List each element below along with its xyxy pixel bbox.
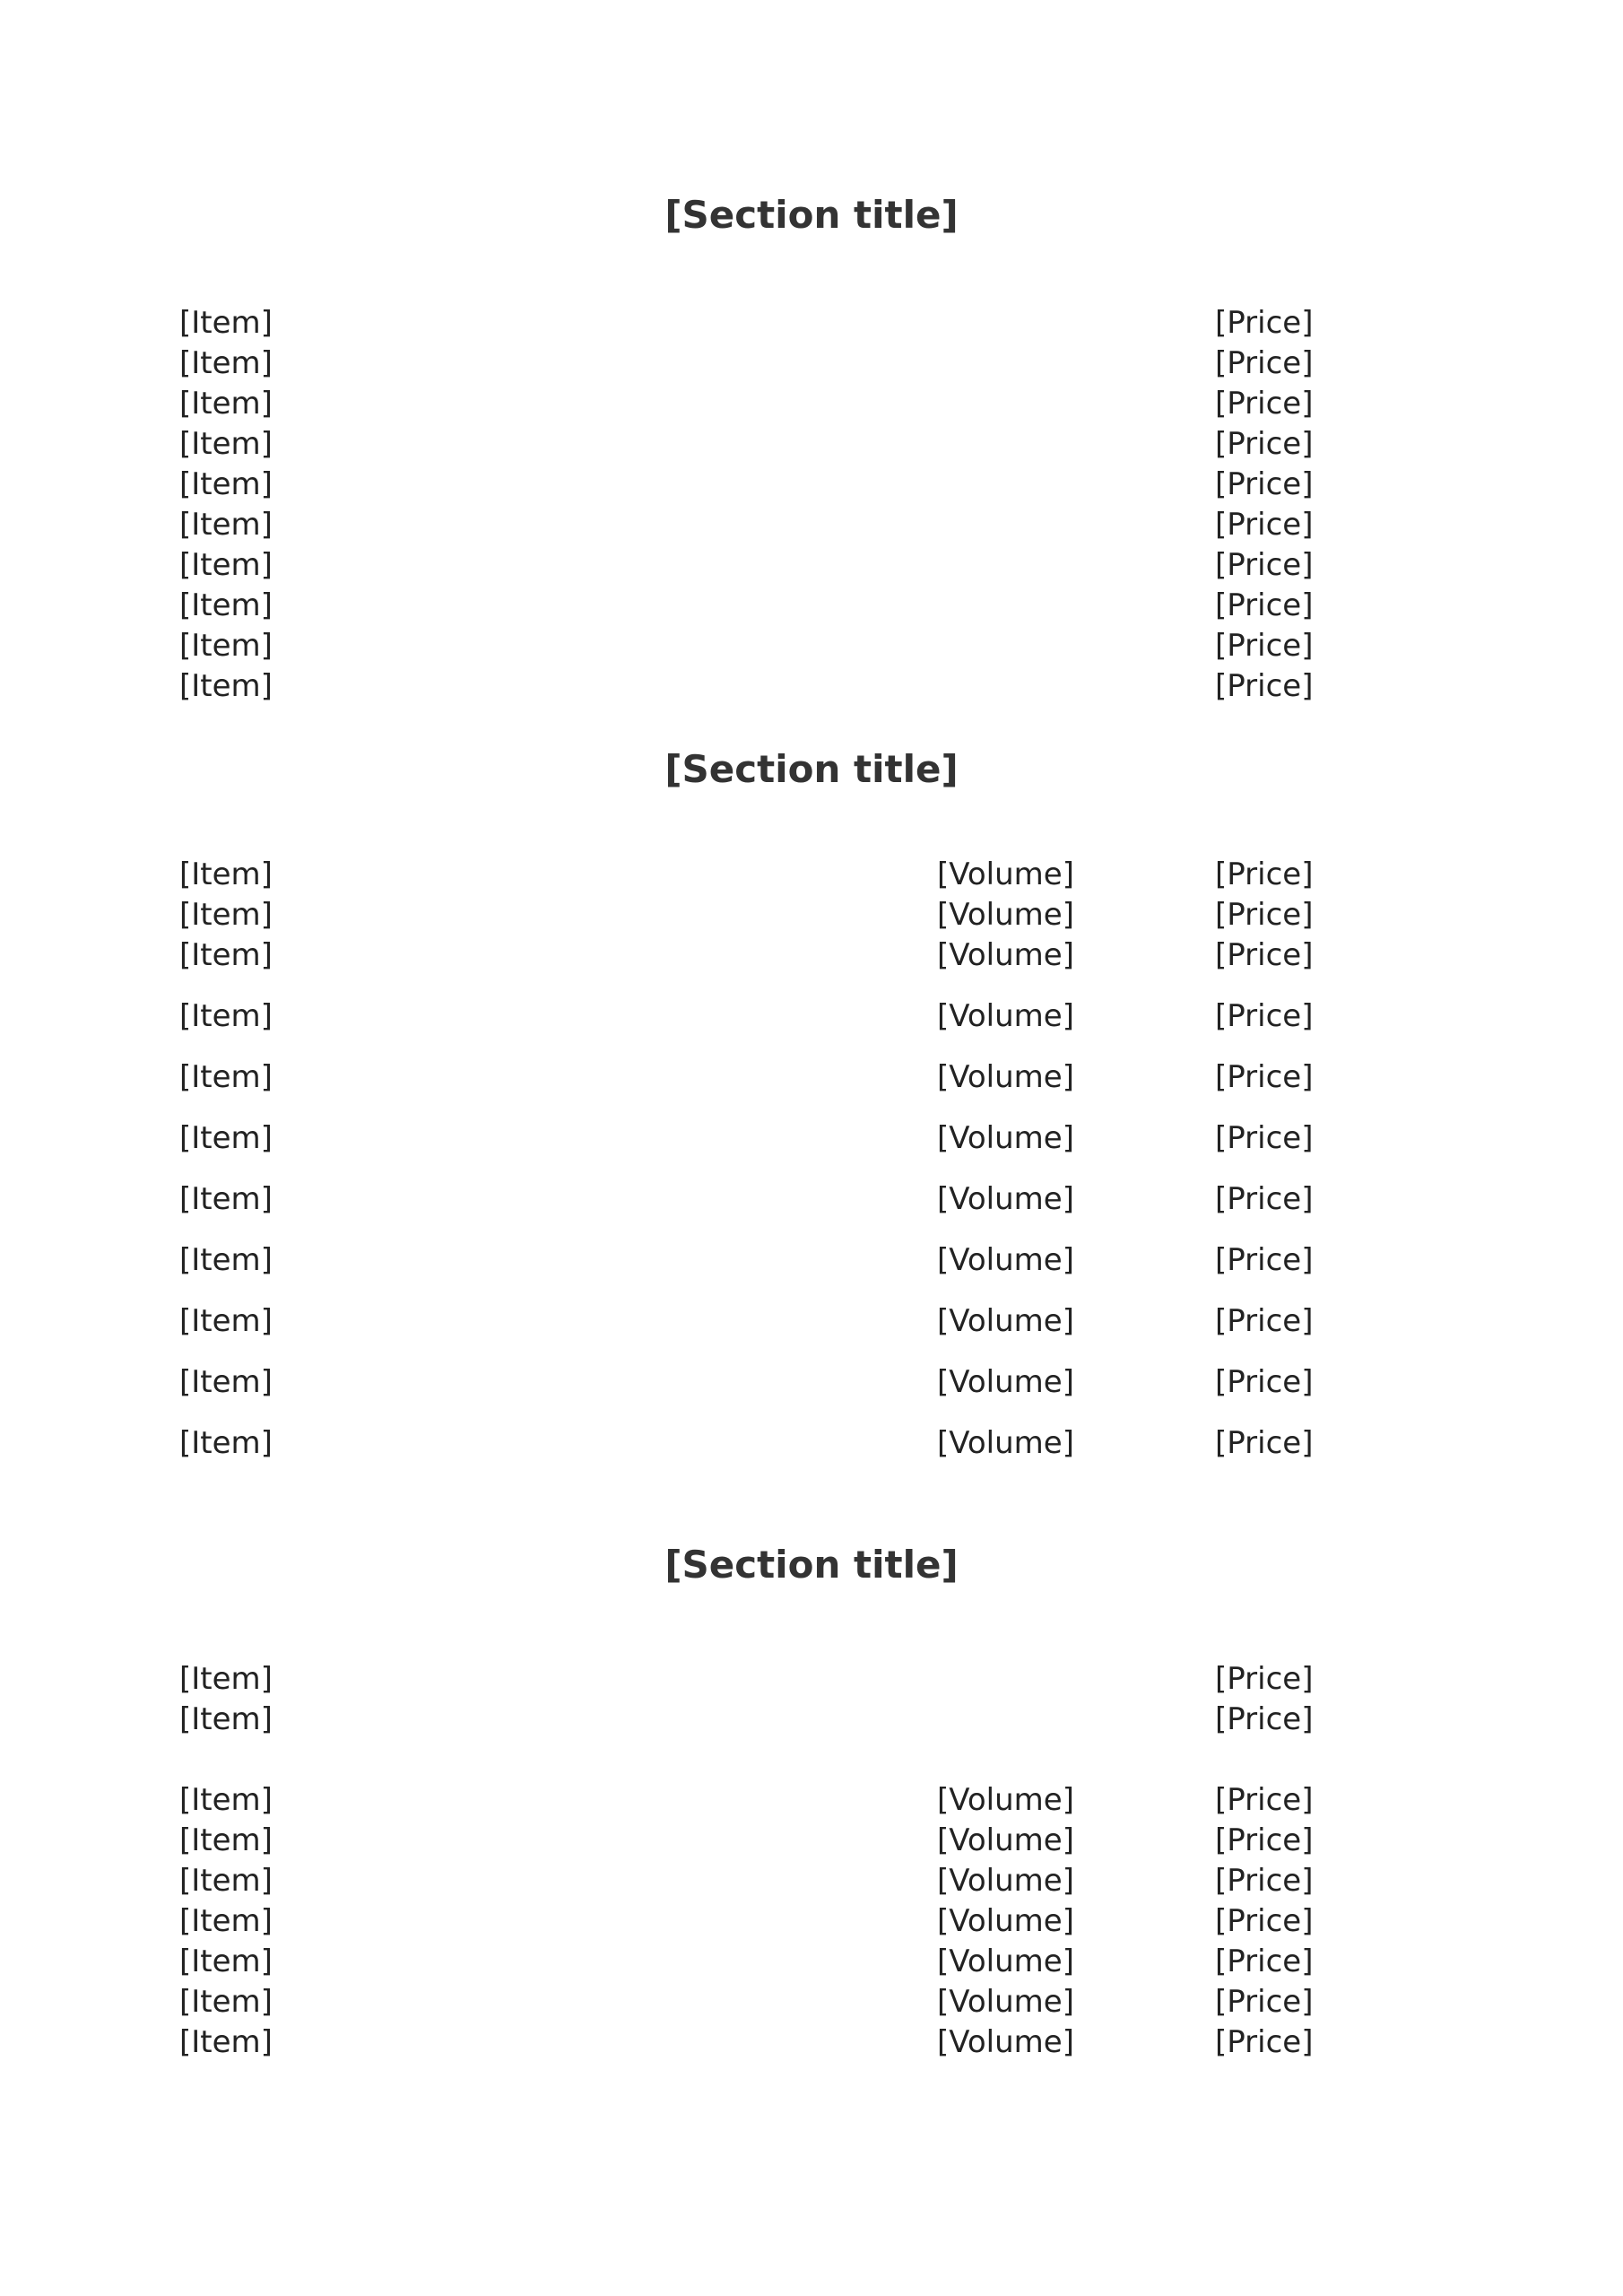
item-price: [Price] [1215,1822,1314,1858]
item-name: [Item] [179,1661,273,1697]
item-name: [Item] [179,1984,273,2020]
item-price: [Price] [1215,897,1314,933]
menu-row [0,1659,1623,1700]
item-name: [Item] [179,547,273,583]
item-name: [Item] [179,1425,273,1461]
menu-row [0,626,1623,666]
item-price: [Price] [1215,305,1314,341]
menu-row [0,303,1623,344]
item-name: [Item] [179,1303,273,1339]
menu-row [0,935,1623,976]
item-name: [Item] [179,507,273,543]
item-price: [Price] [1215,345,1314,381]
menu-row [0,465,1623,505]
section-title-3: [Section title] [664,1543,959,1587]
section-title-1: [Section title] [664,193,959,237]
item-price: [Price] [1215,2024,1314,2060]
item-name: [Item] [179,668,273,704]
item-name: [Item] [179,998,273,1034]
item-name: [Item] [179,587,273,623]
menu-row [0,1700,1623,1740]
menu-row [0,1901,1623,1942]
menu-row [0,895,1623,935]
item-name: [Item] [179,1701,273,1737]
item-name: [Item] [179,1120,273,1156]
item-name: [Item] [179,1242,273,1278]
item-price: [Price] [1215,1903,1314,1939]
menu-row [0,1118,1623,1159]
menu-row [0,424,1623,465]
menu-row [0,666,1623,707]
item-price: [Price] [1215,466,1314,502]
menu-row [0,1821,1623,1861]
item-volume: [Volume] [937,1822,1074,1858]
item-volume: [Volume] [937,1303,1074,1339]
menu-row [0,1240,1623,1281]
item-name: [Item] [179,628,273,664]
item-volume: [Volume] [937,1425,1074,1461]
item-name: [Item] [179,426,273,462]
item-name: [Item] [179,897,273,933]
item-price: [Price] [1215,1701,1314,1737]
item-price: [Price] [1215,1661,1314,1697]
item-volume: [Volume] [937,1242,1074,1278]
item-name: [Item] [179,1903,273,1939]
item-price: [Price] [1215,857,1314,892]
item-volume: [Volume] [937,1782,1074,1818]
item-name: [Item] [179,305,273,341]
item-volume: [Volume] [937,1944,1074,1979]
menu-row [0,1942,1623,1982]
item-price: [Price] [1215,386,1314,422]
item-name: [Item] [179,1782,273,1818]
item-price: [Price] [1215,1181,1314,1217]
section-title-2: [Section title] [664,747,959,791]
item-volume: [Volume] [937,1984,1074,2020]
item-name: [Item] [179,1181,273,1217]
item-volume: [Volume] [937,937,1074,973]
item-price: [Price] [1215,507,1314,543]
menu-row [0,1982,1623,2022]
item-name: [Item] [179,1059,273,1095]
item-name: [Item] [179,386,273,422]
item-volume: [Volume] [937,998,1074,1034]
menu-row [0,1179,1623,1220]
item-price: [Price] [1215,937,1314,973]
item-price: [Price] [1215,1303,1314,1339]
item-price: [Price] [1215,1863,1314,1899]
item-volume: [Volume] [937,857,1074,892]
item-price: [Price] [1215,1120,1314,1156]
item-price: [Price] [1215,998,1314,1034]
item-price: [Price] [1215,1425,1314,1461]
item-volume: [Volume] [937,1364,1074,1400]
item-price: [Price] [1215,426,1314,462]
item-volume: [Volume] [937,1120,1074,1156]
menu-row [0,545,1623,586]
item-name: [Item] [179,937,273,973]
menu-row [0,1362,1623,1403]
item-volume: [Volume] [937,1863,1074,1899]
menu-row [0,2022,1623,2063]
item-name: [Item] [179,2024,273,2060]
item-name: [Item] [179,857,273,892]
item-name: [Item] [179,345,273,381]
item-volume: [Volume] [937,1181,1074,1217]
item-name: [Item] [179,1944,273,1979]
menu-row [0,1423,1623,1464]
menu-row [0,505,1623,545]
item-volume: [Volume] [937,1903,1074,1939]
item-price: [Price] [1215,587,1314,623]
menu-row [0,586,1623,626]
item-price: [Price] [1215,1944,1314,1979]
item-volume: [Volume] [937,1059,1074,1095]
item-price: [Price] [1215,1984,1314,2020]
menu-row [0,1780,1623,1821]
menu-row [0,344,1623,384]
menu-row [0,1057,1623,1098]
menu-row [0,855,1623,895]
item-volume: [Volume] [937,2024,1074,2060]
item-price: [Price] [1215,668,1314,704]
item-volume: [Volume] [937,897,1074,933]
item-name: [Item] [179,1364,273,1400]
item-price: [Price] [1215,1059,1314,1095]
item-price: [Price] [1215,1782,1314,1818]
item-price: [Price] [1215,547,1314,583]
item-name: [Item] [179,1863,273,1899]
item-name: [Item] [179,1822,273,1858]
item-price: [Price] [1215,628,1314,664]
menu-row [0,996,1623,1037]
menu-row [0,384,1623,424]
item-price: [Price] [1215,1364,1314,1400]
item-name: [Item] [179,466,273,502]
menu-row [0,1861,1623,1901]
menu-row [0,1301,1623,1342]
item-price: [Price] [1215,1242,1314,1278]
